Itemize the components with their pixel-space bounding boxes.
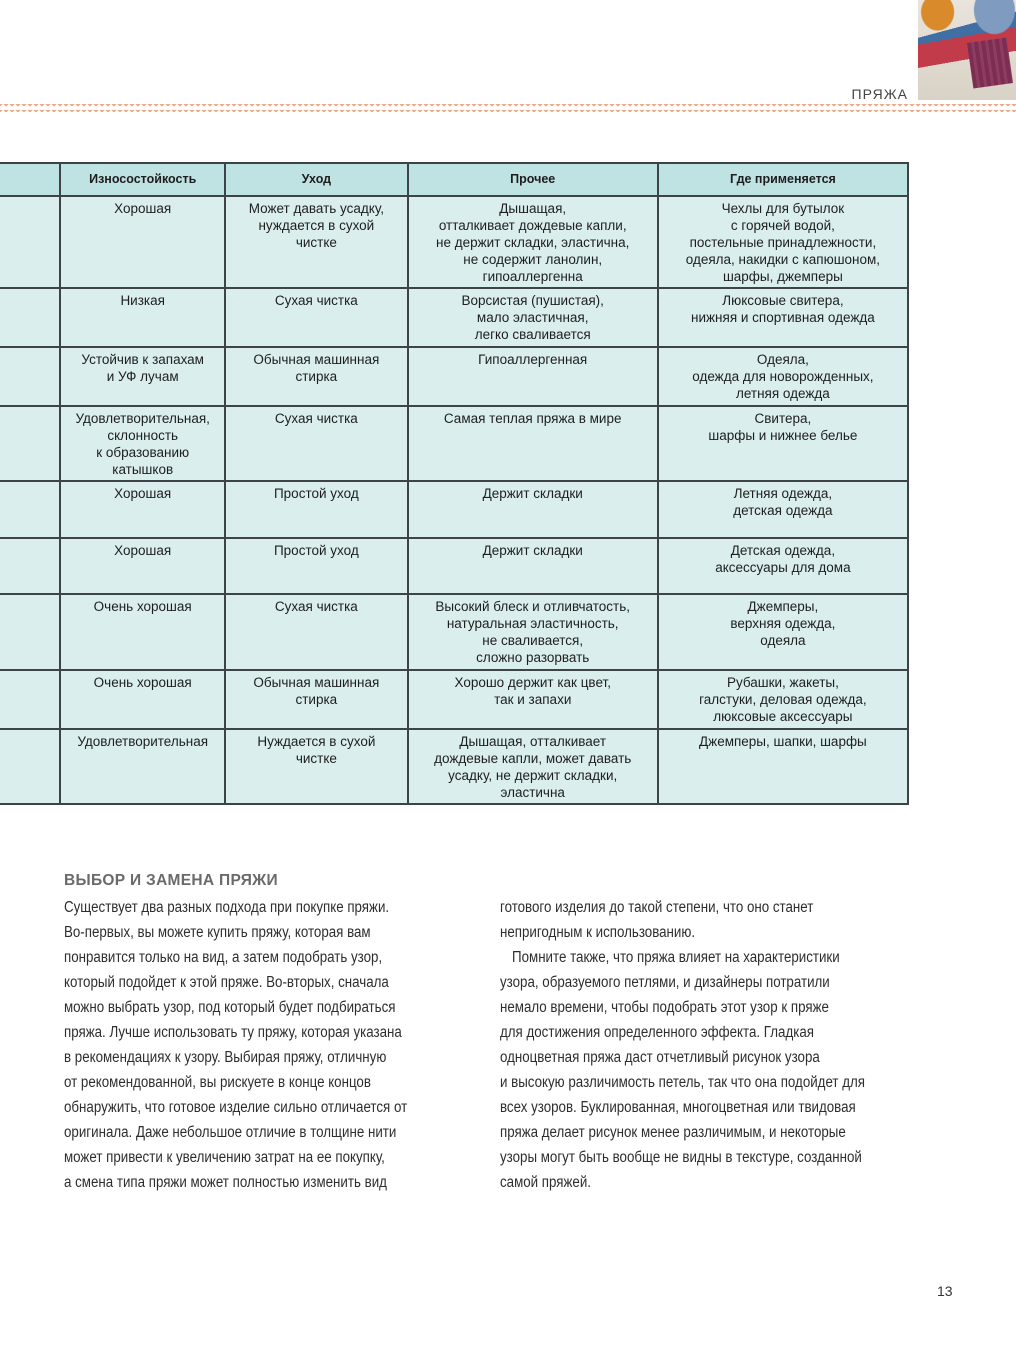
table-cell-usage: Люксовые свитера, нижняя и спортивная одежда <box>658 288 908 347</box>
table-header-other: Прочее <box>408 163 658 196</box>
article-heading: ВЫБОР И ЗАМЕНА ПРЯЖИ <box>64 872 278 889</box>
article-line: понравится только на вид, а затем подобрать узор, <box>64 949 383 966</box>
table-row <box>0 481 908 538</box>
table-cell-wear-resistance: Очень хорошая <box>60 594 225 670</box>
table-row <box>0 670 908 729</box>
article-line: непригодным к использованию. <box>500 924 696 941</box>
table-cell-material <box>0 196 60 288</box>
decorative-zigzag-divider <box>0 104 1016 112</box>
article-line: немало времени, чтобы подобрать этот узор к пряже <box>500 999 829 1016</box>
table-cell-wear-resistance: Хорошая <box>60 196 225 288</box>
article-line: оригинала. Даже небольшое отличие в толщине нити <box>64 1124 397 1141</box>
table-cell-usage: Летняя одежда, детская одежда <box>658 481 908 538</box>
table-cell-other: Самая теплая пряжа в мире <box>408 406 658 481</box>
table-cell-usage: Одеяла, одежда для новорожденных, летняя одежда <box>658 347 908 406</box>
article-line: Помните также, что пряжа влияет на характеристики <box>512 949 840 966</box>
article-column-left <box>64 895 407 1195</box>
table-cell-wear-resistance: Удовлетворительная, склонность к образованию катышков <box>60 406 225 481</box>
table-cell-material <box>0 288 60 347</box>
table-cell-care: Обычная машинная стирка <box>225 347 408 406</box>
article-line: а смена типа пряжи может полностью изменить вид <box>64 1174 387 1191</box>
table-cell-care: Сухая чистка <box>225 288 408 347</box>
article-line: пряжа. Лучше использовать ту пряжу, которая указана <box>64 1024 402 1041</box>
table-cell-wear-resistance: Устойчив к запахам и УФ лучам <box>60 347 225 406</box>
table-cell-material <box>0 729 60 804</box>
article-line: одноцветная пряжа даст отчетливый рисунок узора <box>500 1049 820 1066</box>
table-cell-care: Сухая чистка <box>225 406 408 481</box>
table-cell-other: Хорошо держит как цвет, так и запахи <box>408 670 658 729</box>
article-line: всех узоров. Буклированная, многоцветная или твидовая <box>500 1099 856 1116</box>
table-cell-other: Гипоаллергенная <box>408 347 658 406</box>
table-row <box>0 594 908 670</box>
table-header-usage: Где применяется <box>658 163 908 196</box>
table-cell-care: Обычная машинная стирка <box>225 670 408 729</box>
article-line: готового изделия до такой степени, что оно станет <box>500 899 814 916</box>
article-line: узоры могут быть вообще не видны в текстуре, созданной <box>500 1149 862 1166</box>
article-line: от рекомендованной, вы рискуете в конце концов <box>64 1074 371 1091</box>
table-cell-other: Дышащая, отталкивает дождевые капли, не держит складки, эластична, не содержит ланолин, гипоаллергенна <box>408 196 658 288</box>
table-cell-other: Дышащая, отталкивает дождевые капли, может давать усадку, не держит складки, эластична <box>408 729 658 804</box>
table-cell-wear-resistance: Хорошая <box>60 481 225 538</box>
table-cell-material <box>0 406 60 481</box>
page-number: 13 <box>937 1283 953 1299</box>
yarn-photo-icon <box>918 0 1016 100</box>
article-line: который подойдет к этой пряже. Во-вторых, сначала <box>64 974 389 991</box>
article-line: и высокую различимость петель, так что она подойдет для <box>500 1074 866 1091</box>
article-line: Существует два разных подхода при покупке пряжи. <box>64 899 390 916</box>
table-row <box>0 196 908 288</box>
article-line: может привести к увеличению затрат на ее покупку, <box>64 1149 385 1166</box>
table-cell-material <box>0 594 60 670</box>
article-line: пряжа делает рисунок менее различимым, и некоторые <box>500 1124 846 1141</box>
table-cell-wear-resistance: Хорошая <box>60 538 225 594</box>
table-cell-material <box>0 670 60 729</box>
table-cell-care: Сухая чистка <box>225 594 408 670</box>
table-cell-wear-resistance: Низкая <box>60 288 225 347</box>
table-cell-wear-resistance: Удовлетворительная <box>60 729 225 804</box>
table-header-row <box>0 163 908 196</box>
table-cell-usage: Джемперы, шапки, шарфы <box>658 729 908 804</box>
table-row <box>0 729 908 804</box>
table-header-cell <box>0 163 60 196</box>
table-row <box>0 406 908 481</box>
table-cell-care: Простой уход <box>225 481 408 538</box>
table-cell-other: Ворсистая (пушистая), мало эластичная, легко сваливается <box>408 288 658 347</box>
table-row <box>0 288 908 347</box>
article-line: узора, образуемого петлями, и дизайнеры потратили <box>500 974 830 991</box>
table-header-wear-resistance: Износостойкость <box>60 163 225 196</box>
table-cell-usage: Рубашки, жакеты, галстуки, деловая одежда, люксовые аксессуары <box>658 670 908 729</box>
article-line: Во-первых, вы можете купить пряжу, которая вам <box>64 924 371 941</box>
table-cell-material <box>0 481 60 538</box>
table-row <box>0 347 908 406</box>
article-line: можно выбрать узор, под который будет подбираться <box>64 999 396 1016</box>
table-cell-care: Простой уход <box>225 538 408 594</box>
article-line: в рекомендациях к узору. Выбирая пряжу, отличную <box>64 1049 387 1066</box>
table-cell-usage: Свитера, шарфы и нижнее белье <box>658 406 908 481</box>
article-line: самой пряжей. <box>500 1174 591 1191</box>
table-cell-usage: Детская одежда, аксессуары для дома <box>658 538 908 594</box>
table-cell-other: Держит складки <box>408 481 658 538</box>
article-line: для достижения определенного эффекта. Гладкая <box>500 1024 814 1041</box>
article-line: обнаружить, что готовое изделие сильно отличается от <box>64 1099 408 1116</box>
table-cell-wear-resistance: Очень хорошая <box>60 670 225 729</box>
table-row <box>0 538 908 594</box>
table-cell-material <box>0 347 60 406</box>
table-cell-care: Может давать усадку, нуждается в сухой чистке <box>225 196 408 288</box>
section-label: ПРЯЖА <box>851 86 908 102</box>
table-cell-usage: Джемперы, верхняя одежда, одеяла <box>658 594 908 670</box>
table-cell-usage: Чехлы для бутылок с горячей водой, постельные принадлежности, одеяла, накидки с капюшоном, шарфы, джемперы <box>658 196 908 288</box>
table-cell-other: Высокий блеск и отливчатость, натуральная эластичность, не сваливается, сложно разорвать <box>408 594 658 670</box>
table-cell-material <box>0 538 60 594</box>
article-column-right <box>500 895 865 1195</box>
table-cell-care: Нуждается в сухой чистке <box>225 729 408 804</box>
table-header-care: Уход <box>225 163 408 196</box>
yarn-properties-table <box>0 162 909 805</box>
table-cell-other: Держит складки <box>408 538 658 594</box>
